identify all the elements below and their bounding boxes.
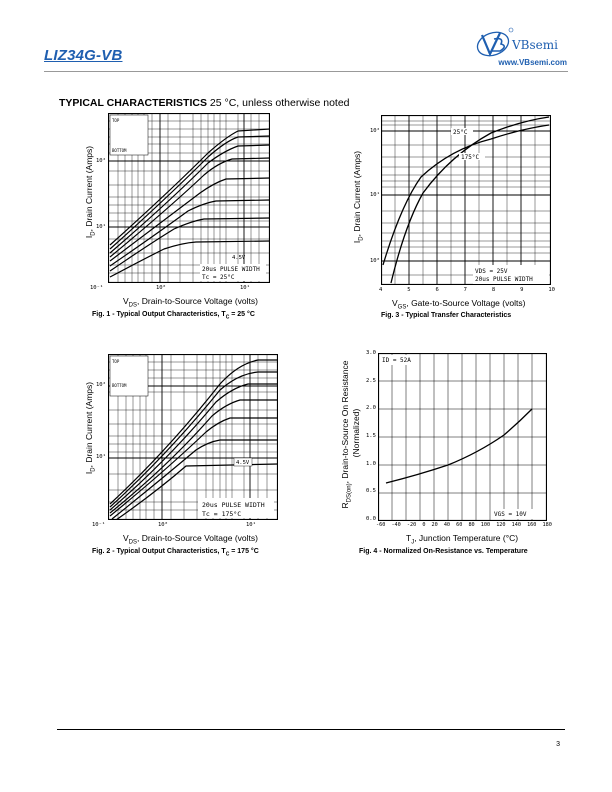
fig3-curve-25c: 25°C <box>453 129 468 136</box>
fig2-pulse-note: 20us PULSE WIDTH <box>202 501 265 509</box>
fig2-chart <box>108 354 278 520</box>
fig1-legend-bottom: BOTTOM <box>112 148 127 153</box>
fig4-ytick: 2.0 <box>366 405 376 412</box>
fig4-caption: Fig. 4 - Normalized On-Resistance vs. Temperature <box>359 548 528 555</box>
fig1-vgs-label: 4.5V <box>232 255 246 261</box>
fig1-xtick-1: 10⁰ <box>156 285 166 291</box>
section-title <box>59 97 350 109</box>
fig4-xtick: 100 <box>480 522 491 528</box>
fig4-xtick: 20 <box>431 522 438 528</box>
fig2-legend-top: TOP <box>112 359 120 364</box>
fig1-legend-top: TOP <box>112 118 120 123</box>
fig3-ytick-2: 10⁰ <box>370 258 380 264</box>
fig4-ytick: 3.0 <box>366 350 376 356</box>
fig3-curve-175c: 175°C <box>461 154 480 161</box>
vbsemi-logo <box>470 27 572 61</box>
fig4-xtick: 60 <box>456 522 463 528</box>
fig4-xtick: 40 <box>443 522 451 528</box>
brand-name: VBsemi <box>512 38 558 52</box>
fig2-vgs-label: 4.5V <box>236 460 250 466</box>
fig4-ylabel-line2: (Normalized) <box>351 408 361 458</box>
fig4-xtick: 80 <box>468 522 475 528</box>
footer-divider <box>57 729 565 730</box>
part-number: LIZ34G-VB <box>44 47 123 64</box>
fig4-yticks <box>366 350 376 522</box>
fig1-plot <box>108 113 270 283</box>
fig2-xtick-2: 10¹ <box>246 522 256 528</box>
fig4-xtick: 120 <box>496 522 506 528</box>
fig4-id-note: ID = 52A <box>382 357 411 364</box>
fig4-xtick: -60 <box>376 522 386 528</box>
fig4-xticks <box>376 522 552 528</box>
fig3-caption: Fig. 3 - Typical Transfer Characteristics <box>381 312 512 319</box>
fig3-plot <box>381 115 551 285</box>
fig2-xtick-1: 10⁰ <box>158 522 168 528</box>
fig4-xtick: 140 <box>511 522 521 528</box>
section-title-bold: TYPICAL CHARACTERISTICS <box>59 97 207 109</box>
fig1-caption: Fig. 1 - Typical Output Characteristics, $T_C = 25$ °C <box>92 311 255 321</box>
fig2-caption: Fig. 2 - Typical Output Characteristics, $T_C = 175$ °C <box>92 548 259 558</box>
fig4-ytick: 0.0 <box>366 515 376 522</box>
fig2-ytick-0: 10² <box>96 382 106 388</box>
fig3-ytick-0: 10² <box>370 128 380 134</box>
fig3-xtick: 6 <box>435 287 439 293</box>
fig1-chart <box>108 113 270 283</box>
fig4-xtick: -20 <box>406 522 417 528</box>
fig2-ytick-1: 10¹ <box>96 454 106 460</box>
fig2-ylabel: $I_D$, Drain Current (Amps) <box>84 381 97 475</box>
header-divider <box>44 71 568 72</box>
fig3-xtick: 9 <box>520 287 524 293</box>
fig4-vgs-note: VGS = 10V <box>494 511 527 518</box>
fig4-xtick: -40 <box>391 522 401 528</box>
fig1-xlabel: $V_{DS}$, Drain-to-Source Voltage (volts) <box>123 296 258 309</box>
fig4-ytick: 2.5 <box>366 377 376 384</box>
fig1-ylabel: $I_D$, Drain Current (Amps) <box>84 145 97 239</box>
fig2-legend-bottom: BOTTOM <box>112 383 127 388</box>
fig4-xlabel: $T_J$, Junction Temperature (°C) <box>406 533 519 546</box>
fig4-xtick: 180 <box>542 522 552 528</box>
website-link[interactable]: www.VBsemi.com <box>498 58 567 67</box>
fig1-xtick-0: 10⁻¹ <box>90 285 104 291</box>
fig3-xtick: 8 <box>491 287 496 293</box>
fig3-chart <box>381 115 551 285</box>
fig1-pulse-note: 20us PULSE WIDTH <box>202 266 260 273</box>
fig1-xtick-2: 10¹ <box>240 285 250 291</box>
fig4-xtick: 160 <box>527 522 537 528</box>
fig4-chart <box>378 353 547 521</box>
fig4-plot <box>378 353 547 521</box>
section-title-rest: 25 °C, unless otherwise noted <box>206 97 350 109</box>
fig1-ytick-0: 10² <box>96 158 106 164</box>
fig3-pulse-note: 20us PULSE WIDTH <box>475 276 533 283</box>
fig2-plot <box>108 354 278 520</box>
fig3-ylabel: $I_D$, Drain Current (Amps) <box>352 150 365 244</box>
fig4-ytick: 1.0 <box>366 460 376 467</box>
fig3-xlabel: $V_{GS}$, Gate-to-Source Voltage (volts) <box>392 298 526 311</box>
fig3-xtick: 4 <box>379 287 383 293</box>
fig3-xtick: 10 <box>548 287 555 293</box>
fig2-tc-note: Tc = 175°C <box>202 510 242 518</box>
fig4-ytick: 1.5 <box>366 432 376 439</box>
fig4-ylabel: $R_{DS(on)}$, Drain-to-Source On Resistance <box>340 360 353 509</box>
fig1-tc-note: Tc = 25°C <box>202 274 235 281</box>
fig3-xticks <box>379 287 555 293</box>
fig2-xtick-0: 10⁻¹ <box>92 522 106 528</box>
fig3-xtick: 5 <box>407 287 411 293</box>
fig3-vds-note: VDS = 25V <box>475 268 508 275</box>
fig2-xlabel: $V_{DS}$, Drain-to-Source Voltage (volts) <box>123 533 258 546</box>
fig3-xtick: 7 <box>463 287 467 293</box>
page-number: 3 <box>556 741 560 748</box>
fig3-ytick-1: 10¹ <box>370 192 380 198</box>
fig1-ytick-1: 10¹ <box>96 224 106 230</box>
fig4-ytick: 0.5 <box>366 488 376 495</box>
fig4-xtick: 0 <box>422 522 426 528</box>
